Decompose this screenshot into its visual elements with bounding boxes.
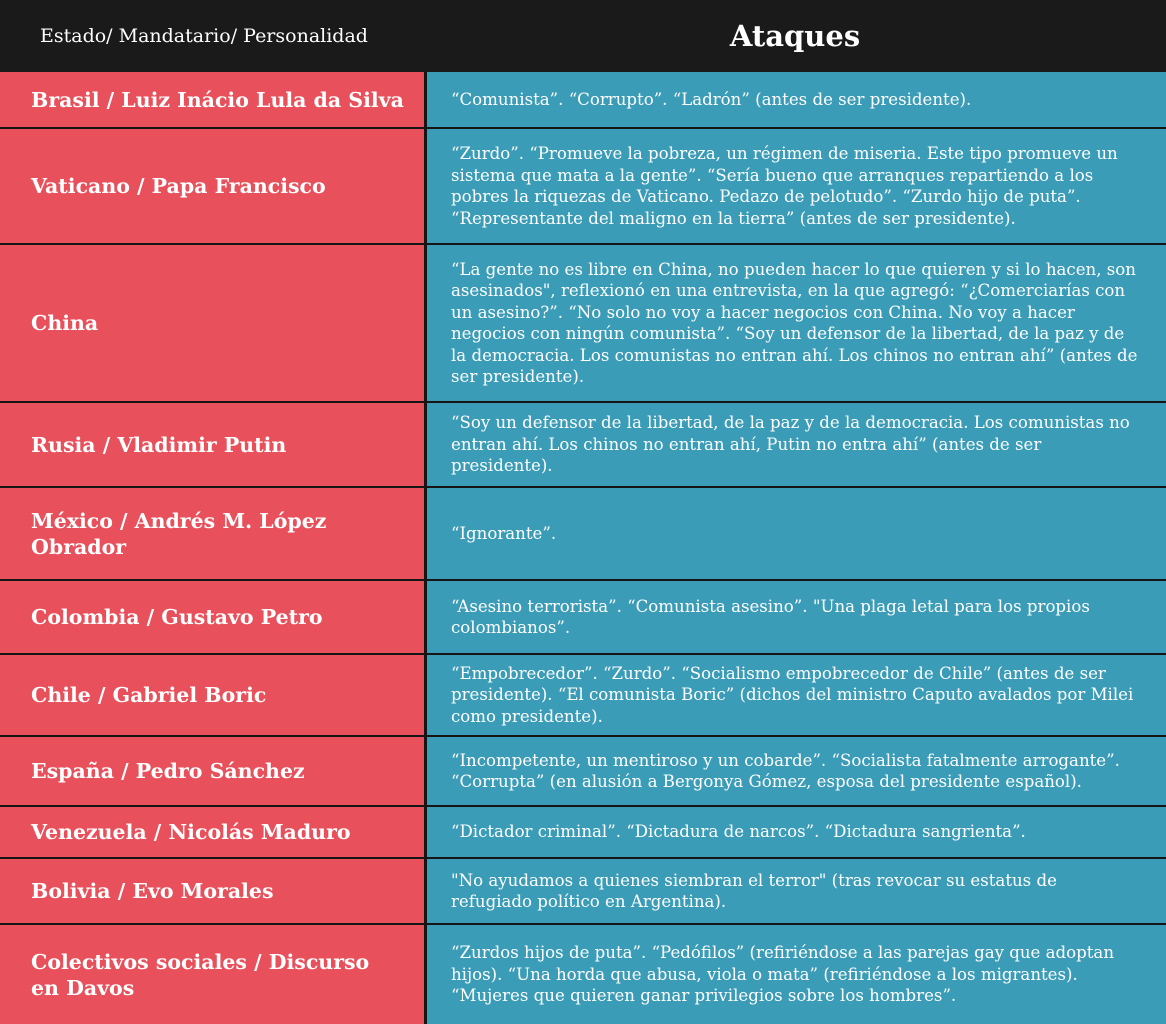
row-attacks: "No ayudamos a quienes siembran el terror" (tras revocar su estatus de refugiado político en Argentina).	[424, 857, 1166, 923]
row-entity: Chile / Gabriel Boric	[0, 653, 424, 735]
row-attacks: “Incompetente, un mentiroso y un cobarde”. “Socialista fatalmente arrogante”. “Corrupta” (en alusión a Bergonya Gómez, esposa del presidente español).	[424, 735, 1166, 805]
row-attacks: “Comunista”. “Corrupto”. “Ladrón” (antes de ser presidente).	[424, 72, 1166, 127]
row-entity: Bolivia / Evo Morales	[0, 857, 424, 923]
header-entity: Estado/ Mandatario/ Personalidad	[0, 0, 424, 72]
row-attacks: “Zurdo”. “Promueve la pobreza, un régimen de miseria. Este tipo promueve un sistema que mata a la gente”. “Sería bueno que arranques repartiendo a los pobres la riquezas de Vaticano. Pedazo de pelotudo”. “Zurdo hijo de puta”. “Representante del maligno en la tierra” (antes de ser presidente).	[424, 127, 1166, 243]
row-entity: Vaticano / Papa Francisco	[0, 127, 424, 243]
row-attacks: “La gente no es libre en China, no pueden hacer lo que quieren y si lo hacen, son asesinados", reflexionó en una entrevista, en la que agregó: “¿Comerciarías con un asesino?”. “No solo no voy a hacer negocios con China. No voy a hacer negocios con ningún comunista”. “Soy un defensor de la libertad, de la paz y de la democracia. Los comunistas no entran ahí. Los chinos no entran ahí” (antes de ser presidente).	[424, 243, 1166, 401]
row-entity: Rusia / Vladimir Putin	[0, 401, 424, 486]
row-attacks: “Soy un defensor de la libertad, de la paz y de la democracia. Los comunistas no entran ahí. Los chinos no entran ahí, Putin no entra ahí” (antes de ser presidente).	[424, 401, 1166, 486]
row-entity: Venezuela / Nicolás Maduro	[0, 805, 424, 857]
row-attacks: “Dictador criminal”. “Dictadura de narcos”. “Dictadura sangrienta”.	[424, 805, 1166, 857]
header-attacks: Ataques	[424, 0, 1166, 72]
row-entity: Colectivos sociales / Discurso en Davos	[0, 923, 424, 1024]
row-entity: España / Pedro Sánchez	[0, 735, 424, 805]
row-entity: Colombia / Gustavo Petro	[0, 579, 424, 653]
row-entity: México / Andrés M. López Obrador	[0, 486, 424, 579]
row-entity: China	[0, 243, 424, 401]
row-attacks: “Zurdos hijos de puta”. “Pedófilos” (refiriéndose a las parejas gay que adoptan hijos). “Una horda que abusa, viola o mata” (refiriéndose a los migrantes). “Mujeres que quieren ganar privilegios sobre los hombres”.	[424, 923, 1166, 1024]
row-entity: Brasil / Luiz Inácio Lula da Silva	[0, 72, 424, 127]
row-attacks: “Empobrecedor”. “Zurdo”. “Socialismo empobrecedor de Chile” (antes de ser presidente). “El comunista Boric” (dichos del ministro Caputo avalados por Milei como presidente).	[424, 653, 1166, 735]
row-attacks: “Asesino terrorista”. “Comunista asesino”. "Una plaga letal para los propios colombianos”.	[424, 579, 1166, 653]
row-attacks: “Ignorante”.	[424, 486, 1166, 579]
